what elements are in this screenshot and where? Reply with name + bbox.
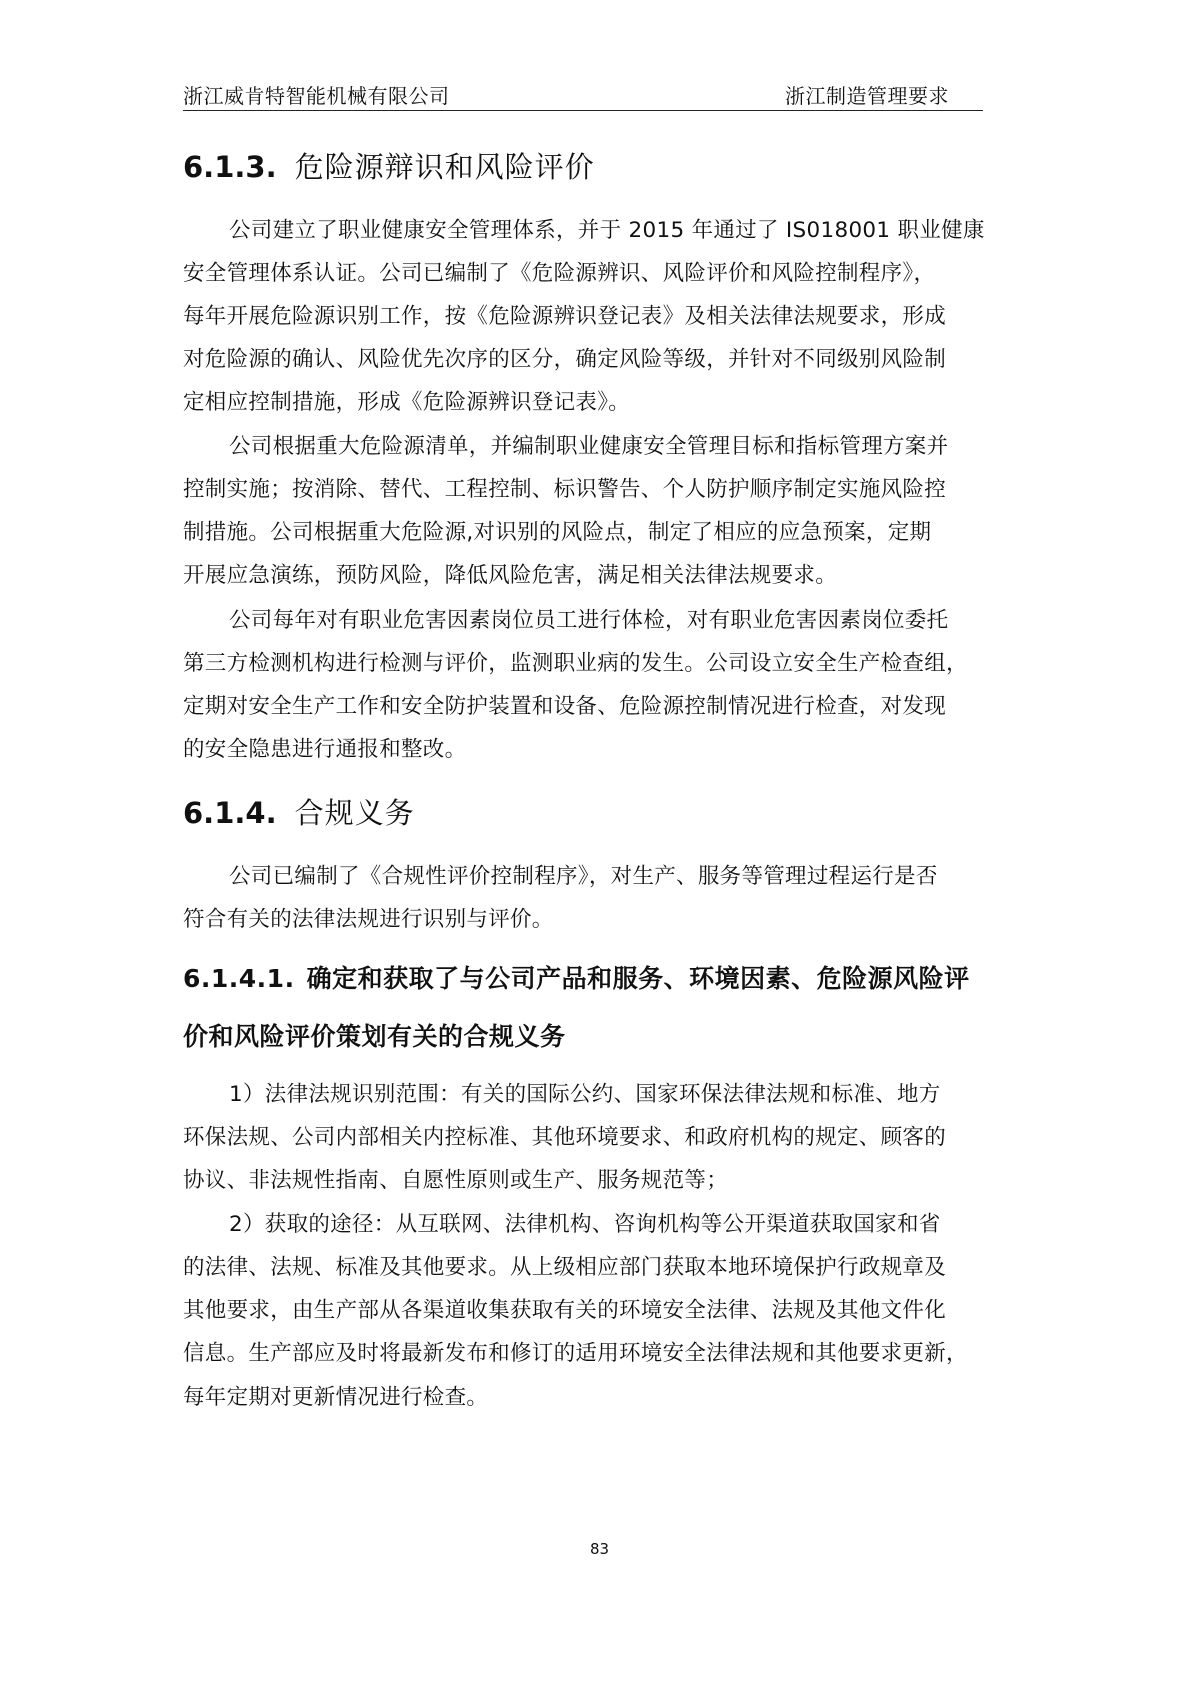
heading-title-line1: 确定和获取了与公司产品和服务、环境因素、危险源风险评 xyxy=(306,964,970,993)
paragraph-line: 的安全隐患进行通报和整改。 xyxy=(183,737,467,762)
paragraph-line: 公司已编制了《合规性评价控制程序》，对生产、服务等管理过程运行是否 xyxy=(229,864,938,889)
paragraph-line: 对危险源的确认、风险优先次序的区分，确定风险等级，并针对不同级别风险制 xyxy=(183,347,947,372)
paragraph-line: 2）获取的途径：从互联网、法律机构、咨询机构等公开渠道获取国家和省 xyxy=(229,1212,941,1237)
heading-title: 危险源辩识和风险评价 xyxy=(294,150,595,184)
paragraph-line: 公司每年对有职业危害因素岗位员工进行体检，对有职业危害因素岗位委托 xyxy=(229,608,949,633)
heading-number: 6.1.3. xyxy=(183,150,277,184)
heading-number: 6.1.4.1. xyxy=(183,964,295,993)
paragraph-line: 开展应急演练，预防风险，降低风险危害，满足相关法律法规要求。 xyxy=(183,563,838,588)
heading-6-1-4 xyxy=(183,791,415,832)
heading-title: 合规义务 xyxy=(294,796,415,830)
paragraph-line: 的法律、法规、标准及其他要求。从上级相应部门获取本地环境保护行政规章及 xyxy=(183,1255,947,1280)
header-company: 浙江威肯特智能机械有限公司 xyxy=(183,84,450,108)
paragraph-line: 第三方检测机构进行检测与评价，监测职业病的发生。公司设立安全生产检查组， xyxy=(183,651,968,676)
paragraph-line: 每年定期对更新情况进行检查。 xyxy=(183,1385,489,1410)
heading-6-1-4-1 xyxy=(183,959,970,995)
paragraph-line: 安全管理体系认证。公司已编制了《危险源辨识、风险评价和风险控制程序》， xyxy=(183,261,936,286)
page-header xyxy=(183,76,983,111)
heading-title-line2: 价和风险评价策划有关的合规义务 xyxy=(183,1022,566,1051)
paragraph-line: 1）法律法规识别范围：有关的国际公约、国家环保法律法规和标准、地方 xyxy=(229,1082,941,1107)
paragraph-line: 协议、非法规性指南、自愿性原则或生产、服务规范等； xyxy=(183,1168,729,1193)
heading-number: 6.1.4. xyxy=(183,796,277,830)
paragraph-line: 定相应控制措施，形成《危险源辨识登记表》。 xyxy=(183,390,631,415)
paragraph-line: 信息。生产部应及时将最新发布和修订的适用环境安全法律法规和其他要求更新， xyxy=(183,1341,968,1366)
paragraph-line: 公司建立了职业健康安全管理体系，并于 2015 年通过了 IS018001 职业健康 xyxy=(229,218,985,243)
paragraph-line: 环保法规、公司内部相关内控标准、其他环境要求、和政府机构的规定、顾客的 xyxy=(183,1125,947,1150)
paragraph-line: 每年开展危险源识别工作，按《危险源辨识登记表》及相关法律法规要求，形成 xyxy=(183,304,947,329)
paragraph-line: 控制实施；按消除、替代、工程控制、标识警告、个人防护顺序制定实施风险控 xyxy=(183,477,947,502)
header-doc-title: 浙江制造管理要求 xyxy=(785,84,949,108)
heading-6-1-3 xyxy=(183,145,595,186)
paragraph-line: 公司根据重大危险源清单，并编制职业健康安全管理目标和指标管理方案并 xyxy=(229,434,949,459)
paragraph-line: 制措施。公司根据重大危险源,对识别的风险点，制定了相应的应急预案，定期 xyxy=(183,520,932,545)
paragraph-line: 符合有关的法律法规进行识别与评价。 xyxy=(183,907,554,932)
paragraph-line: 定期对安全生产工作和安全防护装置和设备、危险源控制情况进行检查，对发现 xyxy=(183,694,947,719)
heading-6-1-4-1-cont xyxy=(183,1017,566,1053)
page-number: 83 xyxy=(589,1540,610,1558)
paragraph-line: 其他要求，由生产部从各渠道收集获取有关的环境安全法律、法规及其他文件化 xyxy=(183,1298,947,1323)
